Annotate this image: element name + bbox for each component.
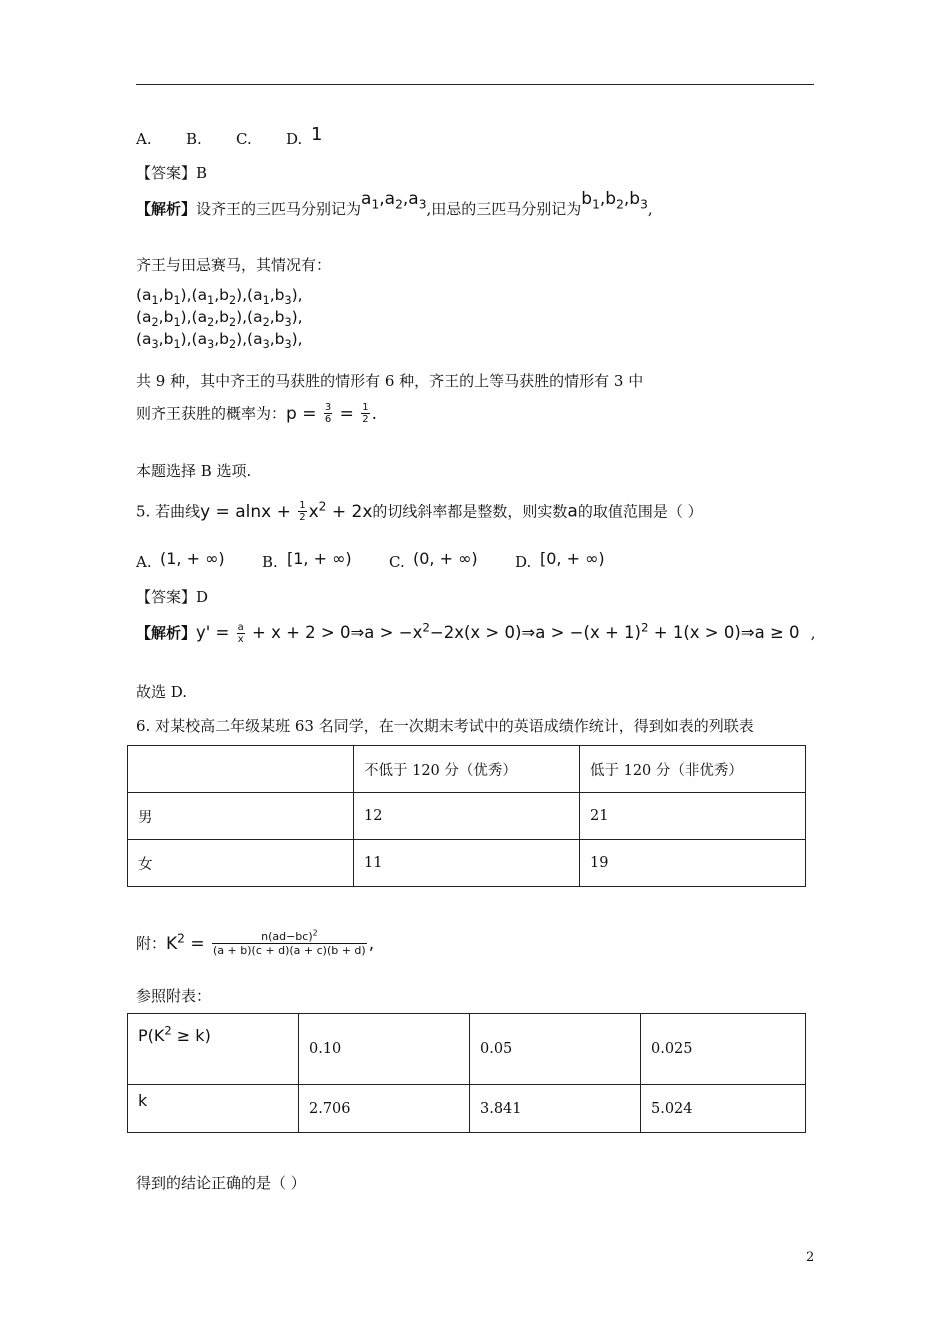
q4-probability-line <box>136 402 377 425</box>
option-d: D. <box>286 130 303 148</box>
reference-table <box>127 1013 806 1133</box>
q5-option-a-label: A. <box>136 553 152 571</box>
table-cell: 19 <box>580 840 806 887</box>
table-cell: 21 <box>580 793 806 840</box>
table-cell: 男 <box>128 793 354 840</box>
analysis-text2: ,田忌的三匹马分别记为 <box>426 200 582 218</box>
q5-option-b-label: B. <box>262 553 278 571</box>
table-cell: 0.10 <box>299 1014 470 1085</box>
k2-formula-line <box>136 930 374 957</box>
reference-label: 参照附表： <box>136 987 212 1005</box>
q5-var-a: a <box>567 501 578 522</box>
q5-option-d-label: D. <box>515 553 532 571</box>
q4-analysis-line1: 【解析】设齐王的三匹马分别记为$a_1,a_2,a_3$,田忌的三匹马分别记为$b_1,b_2,b_3$, <box>136 189 653 218</box>
table-cell: k <box>128 1085 299 1133</box>
q5-stem-prefix: 5. 若曲线 <box>136 502 201 521</box>
table-row <box>128 1014 806 1085</box>
page-number: 2 <box>806 1250 815 1265</box>
table-row <box>128 746 806 793</box>
q4-count-line: 共 9 种，其中齐王的马获胜的情形有 6 种，齐王的上等马获胜的情形有 3 中 <box>136 372 644 390</box>
q6-stem: 6. 对某校高二年级某班 63 名同学，在一次期末考试中的英语成绩作统计，得到如表的列联表 <box>136 717 754 735</box>
pairs-row-3: $(a_3,b_1),(a_3,b_2),(a_3,b_3)$, <box>136 330 303 351</box>
q5-conclusion: 故选 D. <box>136 683 188 701</box>
q5-option-a: (1, + ∞) <box>160 549 225 568</box>
table-cell <box>128 746 354 793</box>
pairs-block <box>136 284 303 350</box>
prob-formula: p = $\frac{3}{6}$ = $\frac{1}{2}$ . <box>286 402 378 425</box>
option-a: A. <box>136 130 152 148</box>
option-b: B. <box>186 130 202 148</box>
math-b-set: $b_1,b_2,b_3$ <box>581 189 648 212</box>
table-cell: 3.841 <box>470 1085 641 1133</box>
q5-analysis-label: 【解析】 <box>136 624 197 642</box>
q6-question: 得到的结论正确的是（ ） <box>136 1174 306 1192</box>
analysis-label: 【解析】 <box>136 200 197 218</box>
q5-stem-end: 的取值范围是（ ） <box>577 502 703 521</box>
prob-text: 则齐王获胜的概率为： <box>136 404 287 423</box>
q4-conclusion: 本题选择 B 选项. <box>136 462 252 480</box>
q4-answer: 【答案】B <box>136 164 208 182</box>
table-cell: 12 <box>354 793 580 840</box>
pairs-row-1: $(a_1,b_1),(a_1,b_2),(a_1,b_3)$, <box>136 286 303 307</box>
q4-line2: 齐王与田忌赛马，其情况有： <box>136 256 332 274</box>
table-row <box>128 1085 806 1133</box>
table-cell: $P(K^2 \ge k)$ <box>128 1014 299 1085</box>
table-cell: 11 <box>354 840 580 887</box>
q5-analysis: 【解析】y' = $\frac{a}{x}$ + x + 2 > 0⇒a > $-x^2-2x(x$ > 0)⇒a > $-(x + 1)^2 + 1(x$ > 0)⇒a ≥ 0 , <box>136 620 816 645</box>
q5-answer: 【答案】D <box>136 588 209 606</box>
k2-formula: $K^2$ = $\frac{n(ad-bc)^2}{(a + b)(c + d)(a + c)(b + d)}$ , <box>166 928 375 957</box>
q5-option-c-label: C. <box>389 553 405 571</box>
table-header: 低于 120 分（非优秀） <box>580 746 806 793</box>
q5-option-c: (0, + ∞) <box>413 549 478 568</box>
q5-option-d: [0, + ∞) <box>540 549 605 568</box>
option-d-value: 1 <box>311 124 323 145</box>
table-cell: 0.05 <box>470 1014 641 1085</box>
q5-stem <box>136 500 703 523</box>
table-header: 不低于 120 分（优秀） <box>354 746 580 793</box>
analysis-text1: 设齐王的三匹马分别记为 <box>196 200 362 218</box>
formula-prefix: 附： <box>136 934 167 953</box>
table-row <box>128 793 806 840</box>
q5-curve-formula: y = alnx + $\frac{1}{2}$ $x^2 + 2x$ <box>200 498 373 523</box>
contingency-table <box>127 745 806 887</box>
q5-analysis-formula: y' = $\frac{a}{x}$ + x + 2 > 0⇒a > $-x^2-2x(x$ > 0)⇒a > $-(x + 1)^2 + 1(x$ > 0)⇒a ≥ 0 <box>196 620 805 645</box>
q5-stem-suffix: 的切线斜率都是整数，则实数 <box>372 502 568 521</box>
option-c: C. <box>236 130 252 148</box>
table-cell: 2.706 <box>299 1085 470 1133</box>
q5-option-b: [1, + ∞) <box>287 549 352 568</box>
table-cell: 0.025 <box>641 1014 806 1085</box>
pairs-row-2: $(a_2,b_1),(a_2,b_2),(a_2,b_3)$, <box>136 308 303 329</box>
table-cell: 女 <box>128 840 354 887</box>
table-row <box>128 840 806 887</box>
header-rule <box>136 84 814 85</box>
table-cell: 5.024 <box>641 1085 806 1133</box>
math-a-set: $a_1,a_2,a_3$ <box>361 189 427 212</box>
